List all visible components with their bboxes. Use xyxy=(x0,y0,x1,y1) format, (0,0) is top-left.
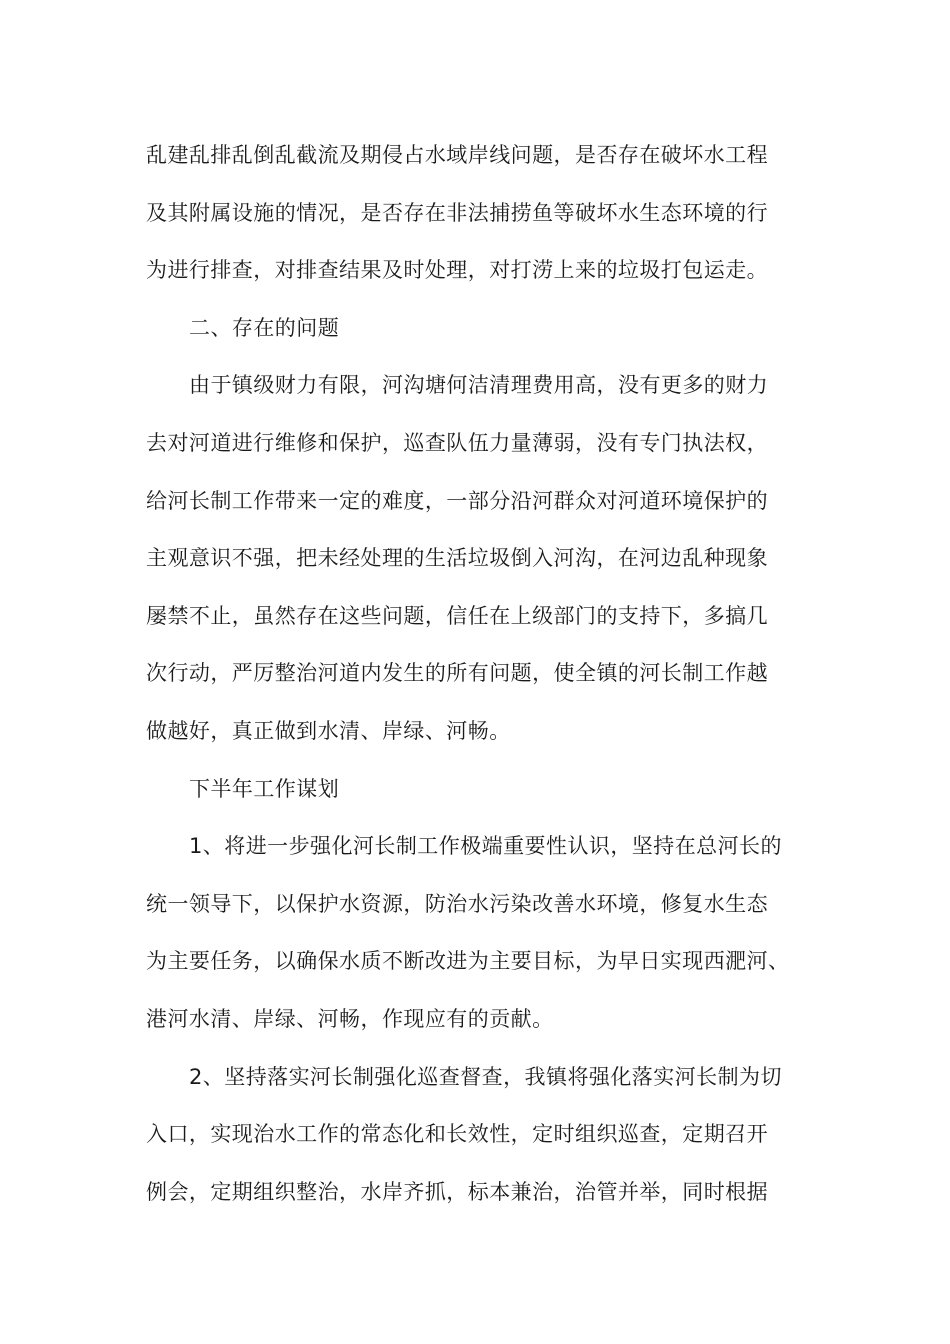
text-line: 乱建乱排乱倒乱截流及期侵占水域岸线问题，是否存在破坏水工程 xyxy=(146,143,769,167)
text-line: 主观意识不强，把未经处理的生活垃圾倒入河沟，在河边乱种现象 xyxy=(146,546,769,571)
section-heading: 二、存在的问题 xyxy=(189,315,340,340)
text-line: 2、坚持落实河长制强化巡查督查，我镇将强化落实河长制为切 xyxy=(189,1064,782,1089)
text-line: 去对河道进行维修和保护，巡查队伍力量薄弱，没有专门执法权， xyxy=(146,430,769,455)
text-line: 次行动，严厉整治河道内发生的所有问题，使全镇的河长制工作越 xyxy=(146,661,769,686)
text-line: 例会，定期组织整治，水岸齐抓，标本兼治，治管并举，同时根据 xyxy=(146,1179,769,1204)
text-line: 1、将进一步强化河长制工作极端重要性认识，坚持在总河长的 xyxy=(189,834,782,859)
text-line: 港河水清、岸绿、河畅，作现应有的贡献。 xyxy=(146,1006,554,1031)
text-line: 屡禁不止，虽然存在这些问题，信任在上级部门的支持下，多搞几 xyxy=(146,603,769,628)
text-line: 为主要任务，以确保水质不断改进为主要目标，为早日实现西淝河、 xyxy=(146,949,790,974)
text-line: 及其附属设施的情况，是否存在非法捕捞鱼等破坏水生态环境的行 xyxy=(146,200,769,225)
text-line: 给河长制工作带来一定的难度，一部分沿河群众对河道环境保护的 xyxy=(146,488,769,513)
text-line: 做越好，真正做到水清、岸绿、河畅。 xyxy=(146,718,511,743)
text-line: 由于镇级财力有限，河沟塘何洁清理费用高，没有更多的财力 xyxy=(189,373,769,398)
section-heading: 下半年工作谋划 xyxy=(189,776,340,801)
text-line: 为进行排查，对排查结果及时处理，对打涝上来的垃圾打包运走。 xyxy=(146,258,769,283)
text-line: 入口，实现治水工作的常态化和长效性，定时组织巡查，定期召开 xyxy=(146,1122,769,1147)
document-body xyxy=(146,127,810,1221)
text-line: 统一领导下，以保护水资源，防治水污染改善水环境，修复水生态 xyxy=(146,891,769,916)
